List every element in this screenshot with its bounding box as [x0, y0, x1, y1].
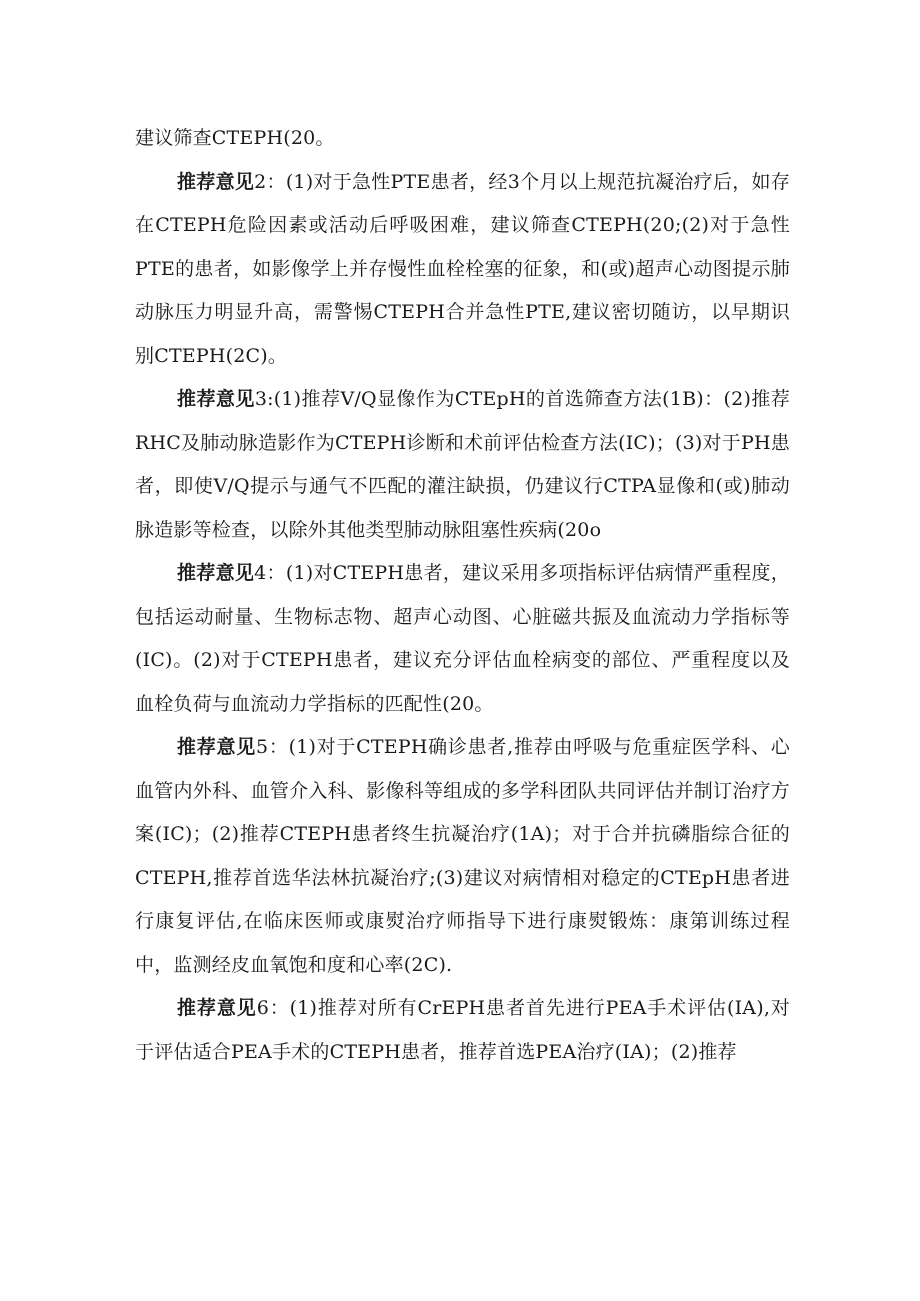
- paragraph-text: 4：(1)对CTEPH患者，建议采用多项指标评估病情严重程度，包括运动耐量、生物标志物、超声心动图、心脏磁共振及血流动力学指标等(IC)。(2)对于CTEPH患者，建议充分评估血栓病变的部位、严重程度以及血栓负荷与血流动力学指标的匹配性(20。: [135, 562, 790, 715]
- paragraph-recommendation-5: [135, 726, 790, 987]
- paragraph-text: 3:(1)推荐V/Q显像作为CTEpH的首选筛查方法(1B)：(2)推荐RHC及肺动脉造影作为CTEPH诊断和术前评估检查方法(IC)；(3)对于PH患者，即使V/Q提示与通气不匹配的灌注缺损，仍建议行CTPA显像和(或)肺动脉造影等检查，以除外其他类型肺动脉阻塞性疾病(20o: [135, 388, 790, 541]
- paragraph-text: 5：(1)对于CTEPH确诊患者,推荐由呼吸与危重症医学科、心血管内外科、血管介入科、影像科等组成的多学科团队共同评估并制订治疗方案(IC)；(2)推荐CTEPH患者终生抗凝治疗(1A)；对于合并抗磷脂综合征的CTEPH,推荐首选华法林抗凝治疗;(3)建议对病情相对稳定的CTEpH患者进行康复评估,在临床医师或康熨治疗师指导下进行康熨锻炼：康第训练过程中，监测经皮血氧饱和度和心率(2C).: [135, 736, 790, 976]
- recommendation-label: 推荐意见: [177, 388, 255, 410]
- paragraph-recommendation-2: [135, 161, 790, 379]
- recommendation-label: 推荐意见: [177, 562, 255, 584]
- recommendation-label: 推荐意见: [177, 170, 255, 193]
- paragraph-recommendation-6: [135, 987, 790, 1074]
- paragraph-text: 建议筛查CTEPH(20。: [135, 127, 335, 149]
- paragraph-screening-continuation: [135, 117, 790, 161]
- recommendation-label: 推荐意见: [177, 997, 257, 1019]
- paragraph-recommendation-4: [135, 552, 790, 726]
- paragraph-recommendation-3: [135, 378, 790, 552]
- paragraph-text: 6：(1)推荐对所有CrEPH患者首先进行PEA手术评估(IA),对于评估适合PEA手术的CTEPH患者，推荐首选PEA治疗(IA)；(2)推荐: [135, 997, 790, 1063]
- document-body: [135, 117, 790, 1074]
- paragraph-text: 2：(1)对于急性PTE患者，经3个月以上规范抗凝治疗后，如存在CTEPH危险因素或活动后呼吸困难，建议筛查CTEPH(20;(2)对于急性PTE的患者，如影像学上并存慢性血栓栓塞的征象，和(或)超声心动图提示肺动脉压力明显升高，需警惕CTEPH合并急性PTE,建议密切随访，以早期识别CTEPH(2C)。: [135, 170, 790, 367]
- recommendation-label: 推荐意见: [177, 736, 257, 758]
